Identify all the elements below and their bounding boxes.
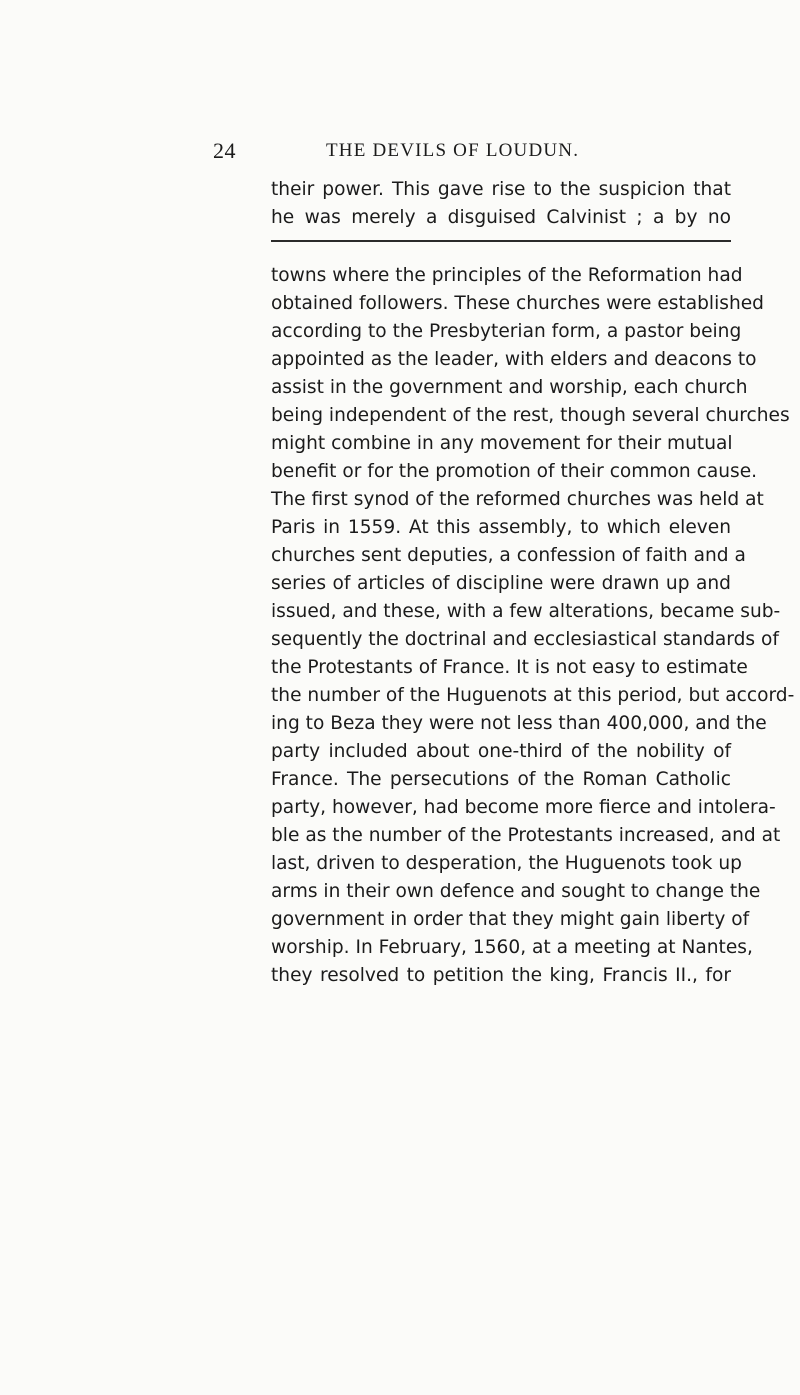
text-line: party included about one-third of the nobility of [271,741,731,762]
text-line: the Protestants of France. It is not easy to estimate [271,657,748,678]
text-line: series of articles of discipline were drawn up and [271,573,731,594]
text-line: government in order that they might gain liberty of [271,909,750,930]
running-title: THE DEVILS OF LOUDUN. [326,140,580,161]
text-line: Paris in 1559. At this assembly, to which eleven [271,517,731,538]
text-line: arms in their own defence and sought to change the [271,881,761,902]
text-line: obtained followers. These churches were established [271,293,764,314]
text-line: ing to Beza they were not less than 400,000, and the [271,713,767,734]
text-line: towns where the principles of the Reformation had [271,265,743,286]
text-line: assist in the government and worship, each church [271,377,748,398]
text-line: they resolved to petition the king, Francis II., for [271,965,731,986]
text-line: the number of the Huguenots at this period, but accord- [271,685,795,706]
text-line: sequently the doctrinal and ecclesiastical standards of [271,629,779,650]
running-head [213,138,613,168]
text-line: ble as the number of the Protestants increased, and at [271,825,781,846]
section-divider-rule [271,240,731,242]
text-line: being independent of the rest, though several churches [271,405,790,426]
text-line: last, driven to desperation, the Huguenots took up [271,853,742,874]
continued-paragraph [271,176,731,232]
text-line: France. The persecutions of the Roman Catholic [271,769,731,790]
text-line: churches sent deputies, a confession of faith and a [271,545,746,566]
text-line: worship. In February, 1560, at a meeting at Nantes, [271,937,753,958]
text-line: The first synod of the reformed churches was held at [271,489,764,510]
text-line: their power. This gave rise to the suspicion that [271,179,731,200]
main-paragraph [271,262,795,990]
text-line: party, however, had become more fierce and intolera- [271,797,776,818]
text-line: according to the Presbyterian form, a pastor being [271,321,742,342]
text-line: benefit or for the promotion of their common cause. [271,461,758,482]
text-line: issued, and these, with a few alterations, became sub- [271,601,781,622]
text-line: he was merely a disguised Calvinist ; a by no [271,207,731,228]
text-line: might combine in any movement for their mutual [271,433,733,454]
page-number: 24 [213,138,236,163]
text-line: appointed as the leader, with elders and deacons to [271,349,757,370]
